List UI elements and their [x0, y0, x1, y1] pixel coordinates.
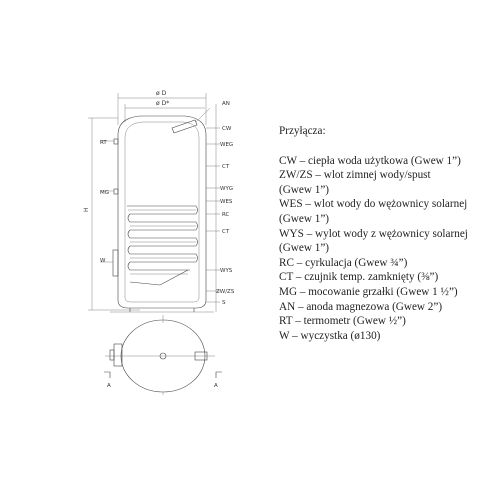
dim-inner-diameter: ø D*	[156, 100, 170, 107]
solar-coil	[127, 206, 198, 285]
label-rc: RC	[222, 212, 230, 218]
legend-item: W – wyczystka (ø130)	[279, 329, 381, 342]
label-wes: WES	[220, 199, 233, 205]
section-mark-left: A	[107, 383, 111, 389]
dimension-top	[118, 90, 206, 125]
label-cw: CW	[222, 126, 232, 132]
legend-item: ZW/ZS – wlot zimnej wody/spust	[279, 169, 431, 182]
legend-item: (Gwew 1”)	[279, 242, 330, 255]
dim-outer-diameter: ø D	[156, 90, 167, 97]
label-zwzs: ZW/ZS	[216, 289, 235, 295]
legend-item: (Gwew 1”)	[279, 212, 330, 225]
connections-legend	[279, 124, 485, 343]
legend-item: CT – czujnik temp. zamknięty (⅜”)	[279, 271, 439, 284]
label-an: AN	[222, 101, 230, 107]
label-mg: MG	[100, 190, 110, 196]
label-rt: RT	[100, 140, 107, 146]
label-ct-bottom: CT	[222, 229, 230, 235]
anode-connection	[172, 108, 210, 133]
label-w: W	[100, 258, 106, 264]
legend-item: CW – ciepła woda użytkowa (Gwew 1”)	[279, 154, 461, 167]
legend-title: Przyłącza:	[279, 125, 326, 137]
label-wyg: WYG	[220, 186, 234, 192]
label-weg: WEG	[220, 142, 234, 148]
legend-item: WYS – wylot wody z wężownicy solarnej	[279, 227, 468, 240]
legend-item: RT – termometr (Gwew ½”)	[279, 315, 406, 328]
label-s: S	[222, 300, 226, 306]
left-connections	[100, 139, 118, 276]
label-wys: WYS	[220, 268, 233, 274]
legend-item: RC – cyrkulacja (Gwew ¾”)	[279, 256, 408, 269]
dim-height: H	[83, 207, 90, 212]
right-connections	[206, 101, 235, 312]
legend-item: (Gwew 1”)	[279, 183, 330, 196]
label-ct-top: CT	[222, 164, 230, 170]
legend-item: WES – wlot wody do wężownicy solarnej	[279, 198, 468, 211]
legend-item: MG – mocowanie grzałki (Gwew 1 ½”)	[279, 285, 458, 298]
legend-item: AN – anoda magnezowa (Gwew 2”)	[279, 300, 443, 313]
section-mark-right: A	[214, 383, 218, 389]
top-view	[104, 315, 222, 395]
